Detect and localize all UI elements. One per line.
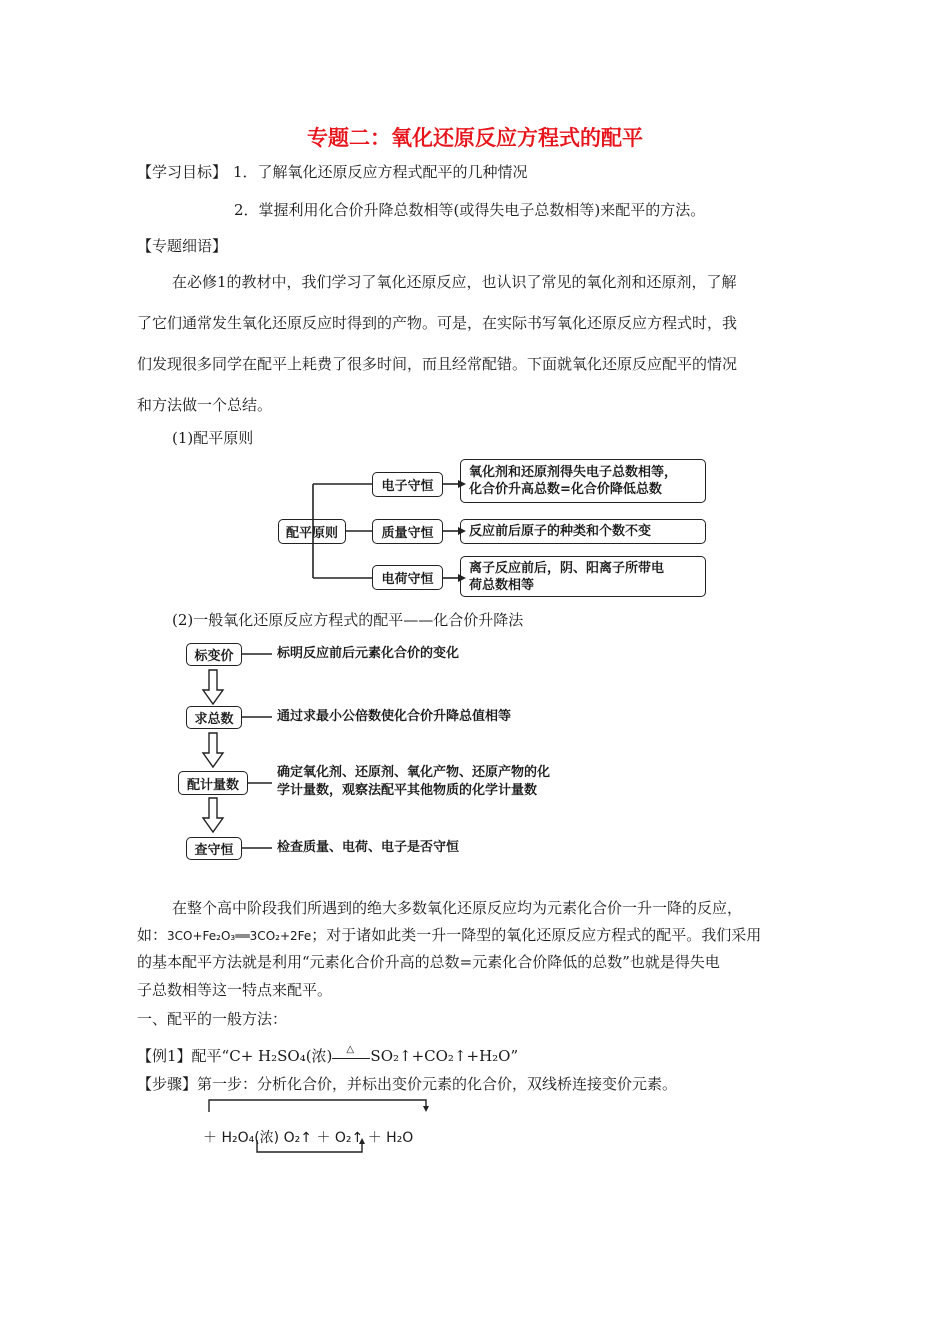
branch-mass-box: 质量守恒 [372,519,443,544]
eq-species-3: O₂↑ [334,1130,364,1146]
flow-step-3-box: 配计量数 [178,771,248,795]
electron-desc-line-1: 氧化剂和还原剂得失电子总数相等， [469,465,678,480]
steps-label: 【步骤】 [137,1075,198,1093]
charge-desc-line-2: 荷总数相等 [469,577,535,593]
eq-plus-3: ＋ [367,1130,382,1146]
steps-text: 第一步：分析化合价，并标出变价元素的化合价，双线桥连接变价元素。 [197,1075,678,1093]
eq-species-2: O₂↑ [283,1130,312,1146]
objectives-label: 【学习目标】 [137,163,228,181]
objective-1: 1．了解氧化还原反应方程式配平的几种情况 [233,163,528,181]
flow-step-4-desc: 检查质量、电荷、电子是否守恒 [277,840,460,855]
mass-desc-box [460,519,706,544]
para2-line-3: 的基本配平方法就是利用“元素化合价升高的总数=元素化合价降低的总数”也就是得失电 [137,953,720,971]
example-text-prefix: 配平“C+ H₂SO₄(浓) [191,1047,333,1065]
para2-line-2-suffix: ；对于诸如此类一升一降型的氧化还原反应方程式的配平。我们采用 [311,926,762,944]
page-title: 专题二：氧化还原反应方程式的配平 [307,126,643,150]
electron-desc-line-2: 化合价升高总数=化合价降低总数 [469,482,662,497]
para2-line-2 [137,925,761,946]
mass-desc-line-1: 反应前后原子的种类和个数不变 [469,524,652,539]
principle-root-box: 配平原则 [278,519,346,544]
intro-line-2: 了它们通常发生氧化还原反应时得到的产物。可是，在实际书写氧化还原反应方程式时，我 [137,314,738,332]
flow-step-1-desc: 标明反应前后元素化合价的变化 [277,646,460,661]
section-1-heading: 一、配平的一般方法： [137,1010,288,1028]
charge-desc-line-1: 离子反应前后，阴、阳离子所带电 [469,560,665,576]
flow-step-1-box: 标变价 [186,643,242,666]
charge-desc-box [460,556,706,597]
eq-plus-1: ＋ [203,1130,217,1146]
section-label: 【专题细语】 [137,237,228,255]
equation-fragment [203,1127,413,1147]
electron-desc-box [460,459,706,503]
reaction-arrow [332,1044,370,1064]
steps-line [137,1074,677,1094]
para2-line-4: 子总数相等这一特点来配平。 [137,981,333,999]
example-line [137,1046,518,1066]
flow-step-4-box: 查守恒 [186,837,242,860]
objective-2: 2．掌握利用化合价升降总数相等(或得失电子总数相等)来配平的方法。 [234,201,706,219]
flow-step-2-box: 求总数 [186,706,242,729]
eq-species-1: H₂O₄(浓) [221,1130,280,1146]
intro-line-1: 在必修1的教材中，我们学习了氧化还原反应，也认识了常见的氧化剂和还原剂，了解 [172,273,737,291]
para2-line-1: 在整个高中阶段我们所遇到的绝大多数氧化还原反应均为元素化合价一升一降的反应， [172,899,743,917]
eq-plus-2: ＋ [316,1130,331,1146]
branch-electron-box: 电子守恒 [372,472,443,497]
principle-heading: (1)配平原则 [172,429,254,447]
branch-charge-box: 电荷守恒 [372,565,443,590]
method-heading: (2)一般氧化还原反应方程式的配平——化合价升降法 [172,611,524,629]
example-equation: 3CO+Fe₂O₃══3CO₂+2Fe [167,929,312,943]
para2-line-2-prefix: 如： [137,926,168,944]
example-text-suffix: SO₂↑+CO₂↑+H₂O” [370,1047,519,1065]
intro-line-3: 们发现很多同学在配平上耗费了很多时间，而且经常配错。下面就氧化还原反应配平的情况 [137,355,738,373]
flow-step-3-desc-1: 确定氧化剂、还原剂、氧化产物、还原产物的化 [277,765,551,780]
intro-line-4: 和方法做一个总结。 [137,396,273,414]
flow-step-2-desc: 通过求最小公倍数使化合价升降总值相等 [277,709,512,724]
flow-step-3-desc-2: 学计量数，观察法配平其他物质的化学计量数 [277,783,538,798]
eq-species-4: H₂O [386,1130,414,1146]
heat-condition: △ [346,1044,355,1055]
example-label: 【例1】 [137,1047,192,1065]
